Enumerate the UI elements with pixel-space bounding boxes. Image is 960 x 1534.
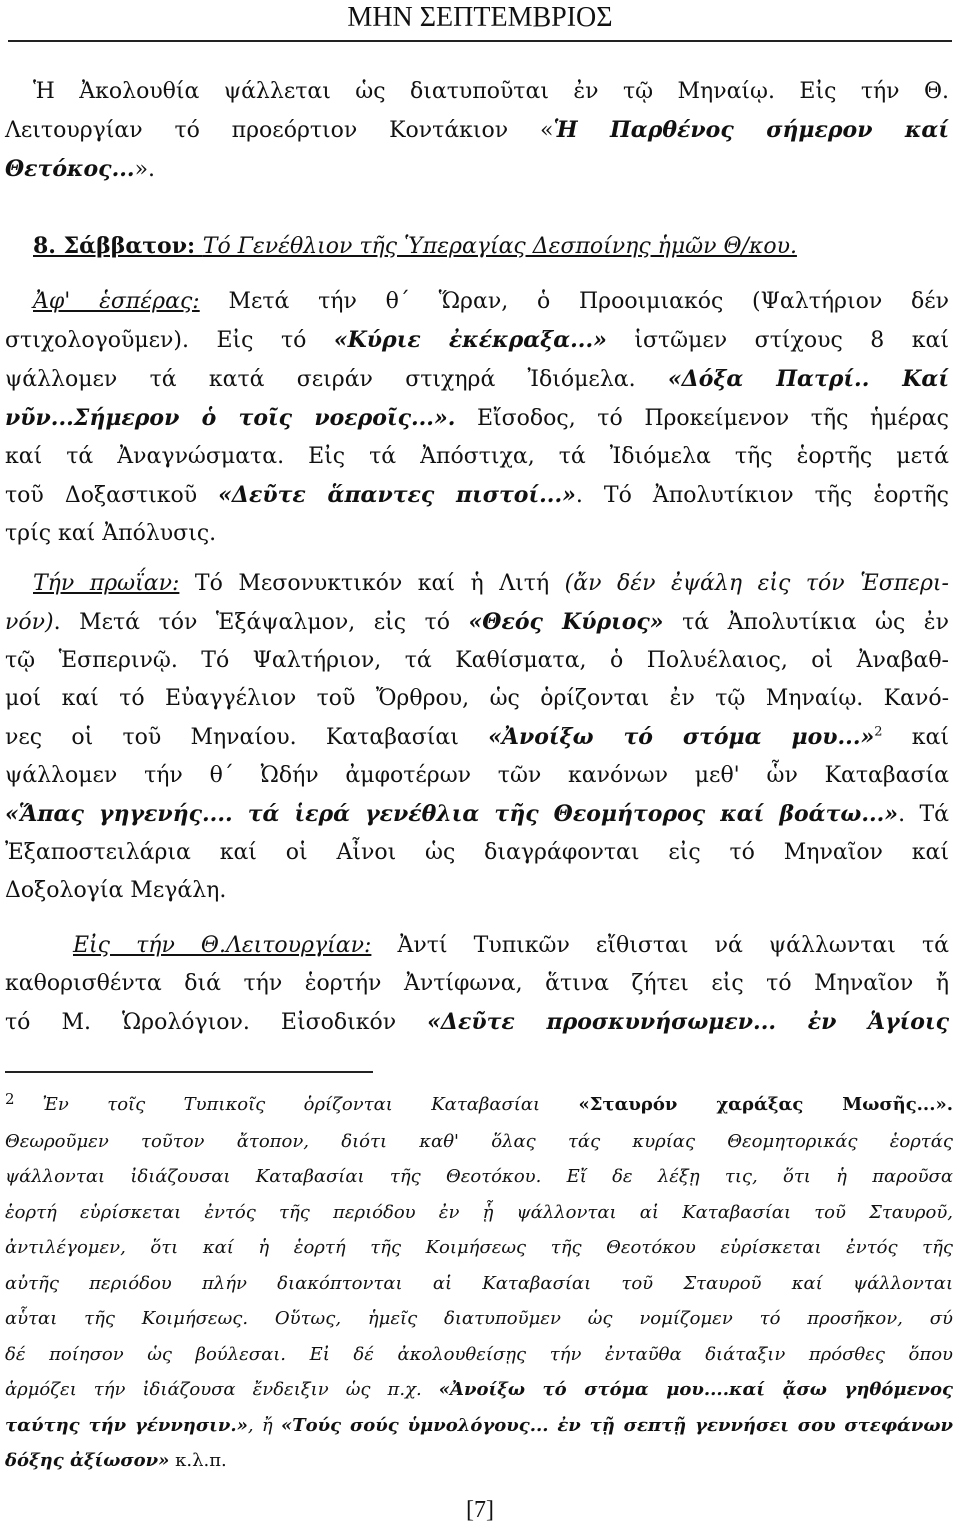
text-line: Εἰς τήν Θ.Λειτουργίαν: Ἀντί Τυπικῶν εἴθισται νά ψάλλωνται τά bbox=[73, 933, 949, 958]
day-heading bbox=[5, 227, 949, 266]
text-line: καθορισθέντα διά τήν ἑορτήν Ἀντίφωνα, ἅτινα ζήτει εἰς τό Μηναῖον ἤ bbox=[5, 971, 949, 996]
text-line: Λειτουργίαν τό προεόρτιον Κοντάκιον «Ἡ Παρθένος σήμερον καί bbox=[5, 117, 949, 143]
footnote-line: αὗται τῆς Κοιμήσεως. Οὕτως, ἡμεῖς διατυποῦμεν ὡς νομίζομεν τό προσῆκον, σύ bbox=[5, 1308, 953, 1329]
text-line: τό Μ. Ὡρολόγιον. Εἰσοδικόν «Δεῦτε προσκυνήσωμεν... ἐν Ἁγίοις bbox=[5, 1009, 950, 1035]
footnote-line: δόξης ἀξίωσον» κ.λ.π. bbox=[5, 1450, 227, 1471]
header-divider bbox=[8, 40, 952, 42]
text-line: Θετόκος...». bbox=[5, 156, 156, 182]
footnote bbox=[5, 1087, 953, 1479]
vespers-paragraph bbox=[5, 283, 949, 553]
footnote-line: ἑορτή εὑρίσκεται ἐντός τῆς περιόδου ἐν ᾗ ψάλλονται αἱ Καταβασίαι τοῦ Σταυροῦ, bbox=[5, 1201, 953, 1223]
matins-paragraph bbox=[5, 565, 949, 910]
footnote-line: Θεωροῦμεν τοῦτον ἄτοπον, διότι καθ' ὅλας τάς κυρίας Θεομητορικάς ἑορτάς bbox=[5, 1130, 953, 1152]
text-line: τοῦ Δοξαστικοῦ «Δεῦτε ἅπαντες πιστοί...». Τό Ἀπολυτίκιον τῆς ἑορτῆς bbox=[5, 482, 949, 508]
footnote-line: ἁρμόζει τήν ἰδιάζουσα ἔνδειξιν ὡς π.χ. «Ἀνοίξω τό στόμα μου....καί ᾄσω γηθόμενος bbox=[5, 1379, 953, 1400]
text-line: τῷ Ἑσπερινῷ. Τό Ψαλτήριον, τά Καθίσματα, ὁ Πολυέλαιος, οἱ Ἀναβαθ- bbox=[5, 648, 949, 673]
footnote-line: δέ ποίησον ὡς βούλεσαι. Εἰ δέ ἀκολουθείσῃς τήν ἐνταῦθα διάταξιν πρόσθες ὅπου bbox=[5, 1343, 953, 1365]
intro-paragraph bbox=[5, 73, 949, 189]
liturgy-paragraph bbox=[5, 927, 949, 1042]
footnote-line: ψάλλονται ἰδιάζουσαι Καταβασίαι τῆς Θεοτόκου. Εἴ δε λέξῃ τις, ὅτι ἡ παροῦσα bbox=[5, 1166, 953, 1187]
text-line: Δοξολογία Μεγάλη. bbox=[5, 878, 227, 903]
text-line: νόν). Μετά τόν Ἑξάψαλμον, εἰς τό «Θεός Κύριος» τά Ἀπολυτίκια ὡς ἐν bbox=[5, 609, 949, 635]
footnote-line: ταύτης τήν γέννησιν.», ἤ «Τούς σούς ὑμνολόγους... ἐν τῇ σεπτῇ γεννήσει σου στεφάνων bbox=[5, 1414, 954, 1436]
page-number: [7] bbox=[466, 1497, 494, 1523]
text-line: Ἐξαποστειλάρια καί οἱ Αἶνοι ὡς διαγράφονται εἰς τό Μηναῖον καί bbox=[5, 840, 949, 865]
footnote-line: αὐτῆς περιόδου πλήν διακόπτονται αἱ Καταβασίαι τοῦ Σταυροῦ καί ψάλλονται bbox=[5, 1272, 953, 1294]
text-line: Ἡ Ἀκολουθία ψάλλεται ὡς διατυποῦται ἐν τῷ Μηναίῳ. Εἰς τήν Θ. bbox=[33, 79, 949, 104]
footnote-reference: 2 bbox=[874, 724, 883, 740]
footnote-line: $^2$ Ἐν τοῖς Τυπικοῖς ὁρίζονται Καταβασίαι «Σταυρόν χαράξας Μωσῆς...». bbox=[5, 1090, 953, 1115]
text-line: ψάλλομεν τήν θ΄ Ὠδήν ἀμφοτέρων τῶν κανόνων μεθ' ὧν Καταβασία bbox=[5, 763, 949, 788]
text-line: μοί καί τό Εὐαγγέλιον τοῦ Ὄρθρου, ὡς ὁρίζονται ἐν τῷ Μηναίῳ. Κανό- bbox=[5, 686, 949, 711]
page-header bbox=[0, 0, 960, 40]
text-line: «Ἅπας γηγενής.... τά ἱερά γενέθλια τῆς Θεομήτορος καί βοάτω...». Τά bbox=[5, 801, 949, 827]
text-line: ψάλλομεν τά κατά σειράν στιχηρά Ἰδιόμελα. «Δόξα Πατρί.. Καί bbox=[5, 366, 949, 392]
text-line: 8. Σάββατον: Τό Γενέθλιον τῆς Ὑπεραγίας Δεσποίνης ἡμῶν Θ/κου. bbox=[33, 233, 797, 259]
footnote-marker: 2 bbox=[5, 1090, 15, 1108]
text-line: νῦν...Σήμερον ὁ τοῖς νοεροῖς...». Εἴσοδος, τό Προκείμενον τῆς ἡμέρας bbox=[5, 405, 949, 431]
text-line: καί τά Ἀναγνώσματα. Εἰς τά Ἀπόστιχα, τά Ἰδιόμελα τῆς ἑορτῆς μετά bbox=[5, 444, 949, 469]
footnote-divider bbox=[5, 1071, 373, 1073]
footnote-line: ἀντιλέγομεν, ὅτι καί ἡ ἑορτή τῆς Κοιμήσεως τῆς Θεοτόκου εὑρίσκεται ἐντός τῆς bbox=[5, 1237, 953, 1258]
text-line: τρίς καί Ἀπόλυσις. bbox=[5, 521, 217, 546]
page-title: ΜΗΝ ΣΕΠΤΕΜΒΡΙΟΣ bbox=[347, 2, 613, 33]
text-line: Ἀφ' ἑσπέρας: Μετά τήν θ΄ Ὥραν, ὁ Προοιμιακός (Ψαλτήριον δέν bbox=[33, 289, 949, 314]
text-line: Τήν πρωΐαν: Τό Μεσονυκτικόν καί ἡ Λιτή (ἄν δέν ἐψάλη εἰς τόν Ἑσπερι- bbox=[33, 571, 949, 596]
text-line: νες οἱ τοῦ Μηναίου. Καταβασίαι «Ἀνοίξω τό στόμα μου...»$^2$ καί bbox=[5, 724, 949, 750]
text-line: στιχολογοῦμεν). Εἰς τό «Κύριε ἐκέκραξα...» ἱστῶμεν στίχους 8 καί bbox=[5, 327, 949, 353]
